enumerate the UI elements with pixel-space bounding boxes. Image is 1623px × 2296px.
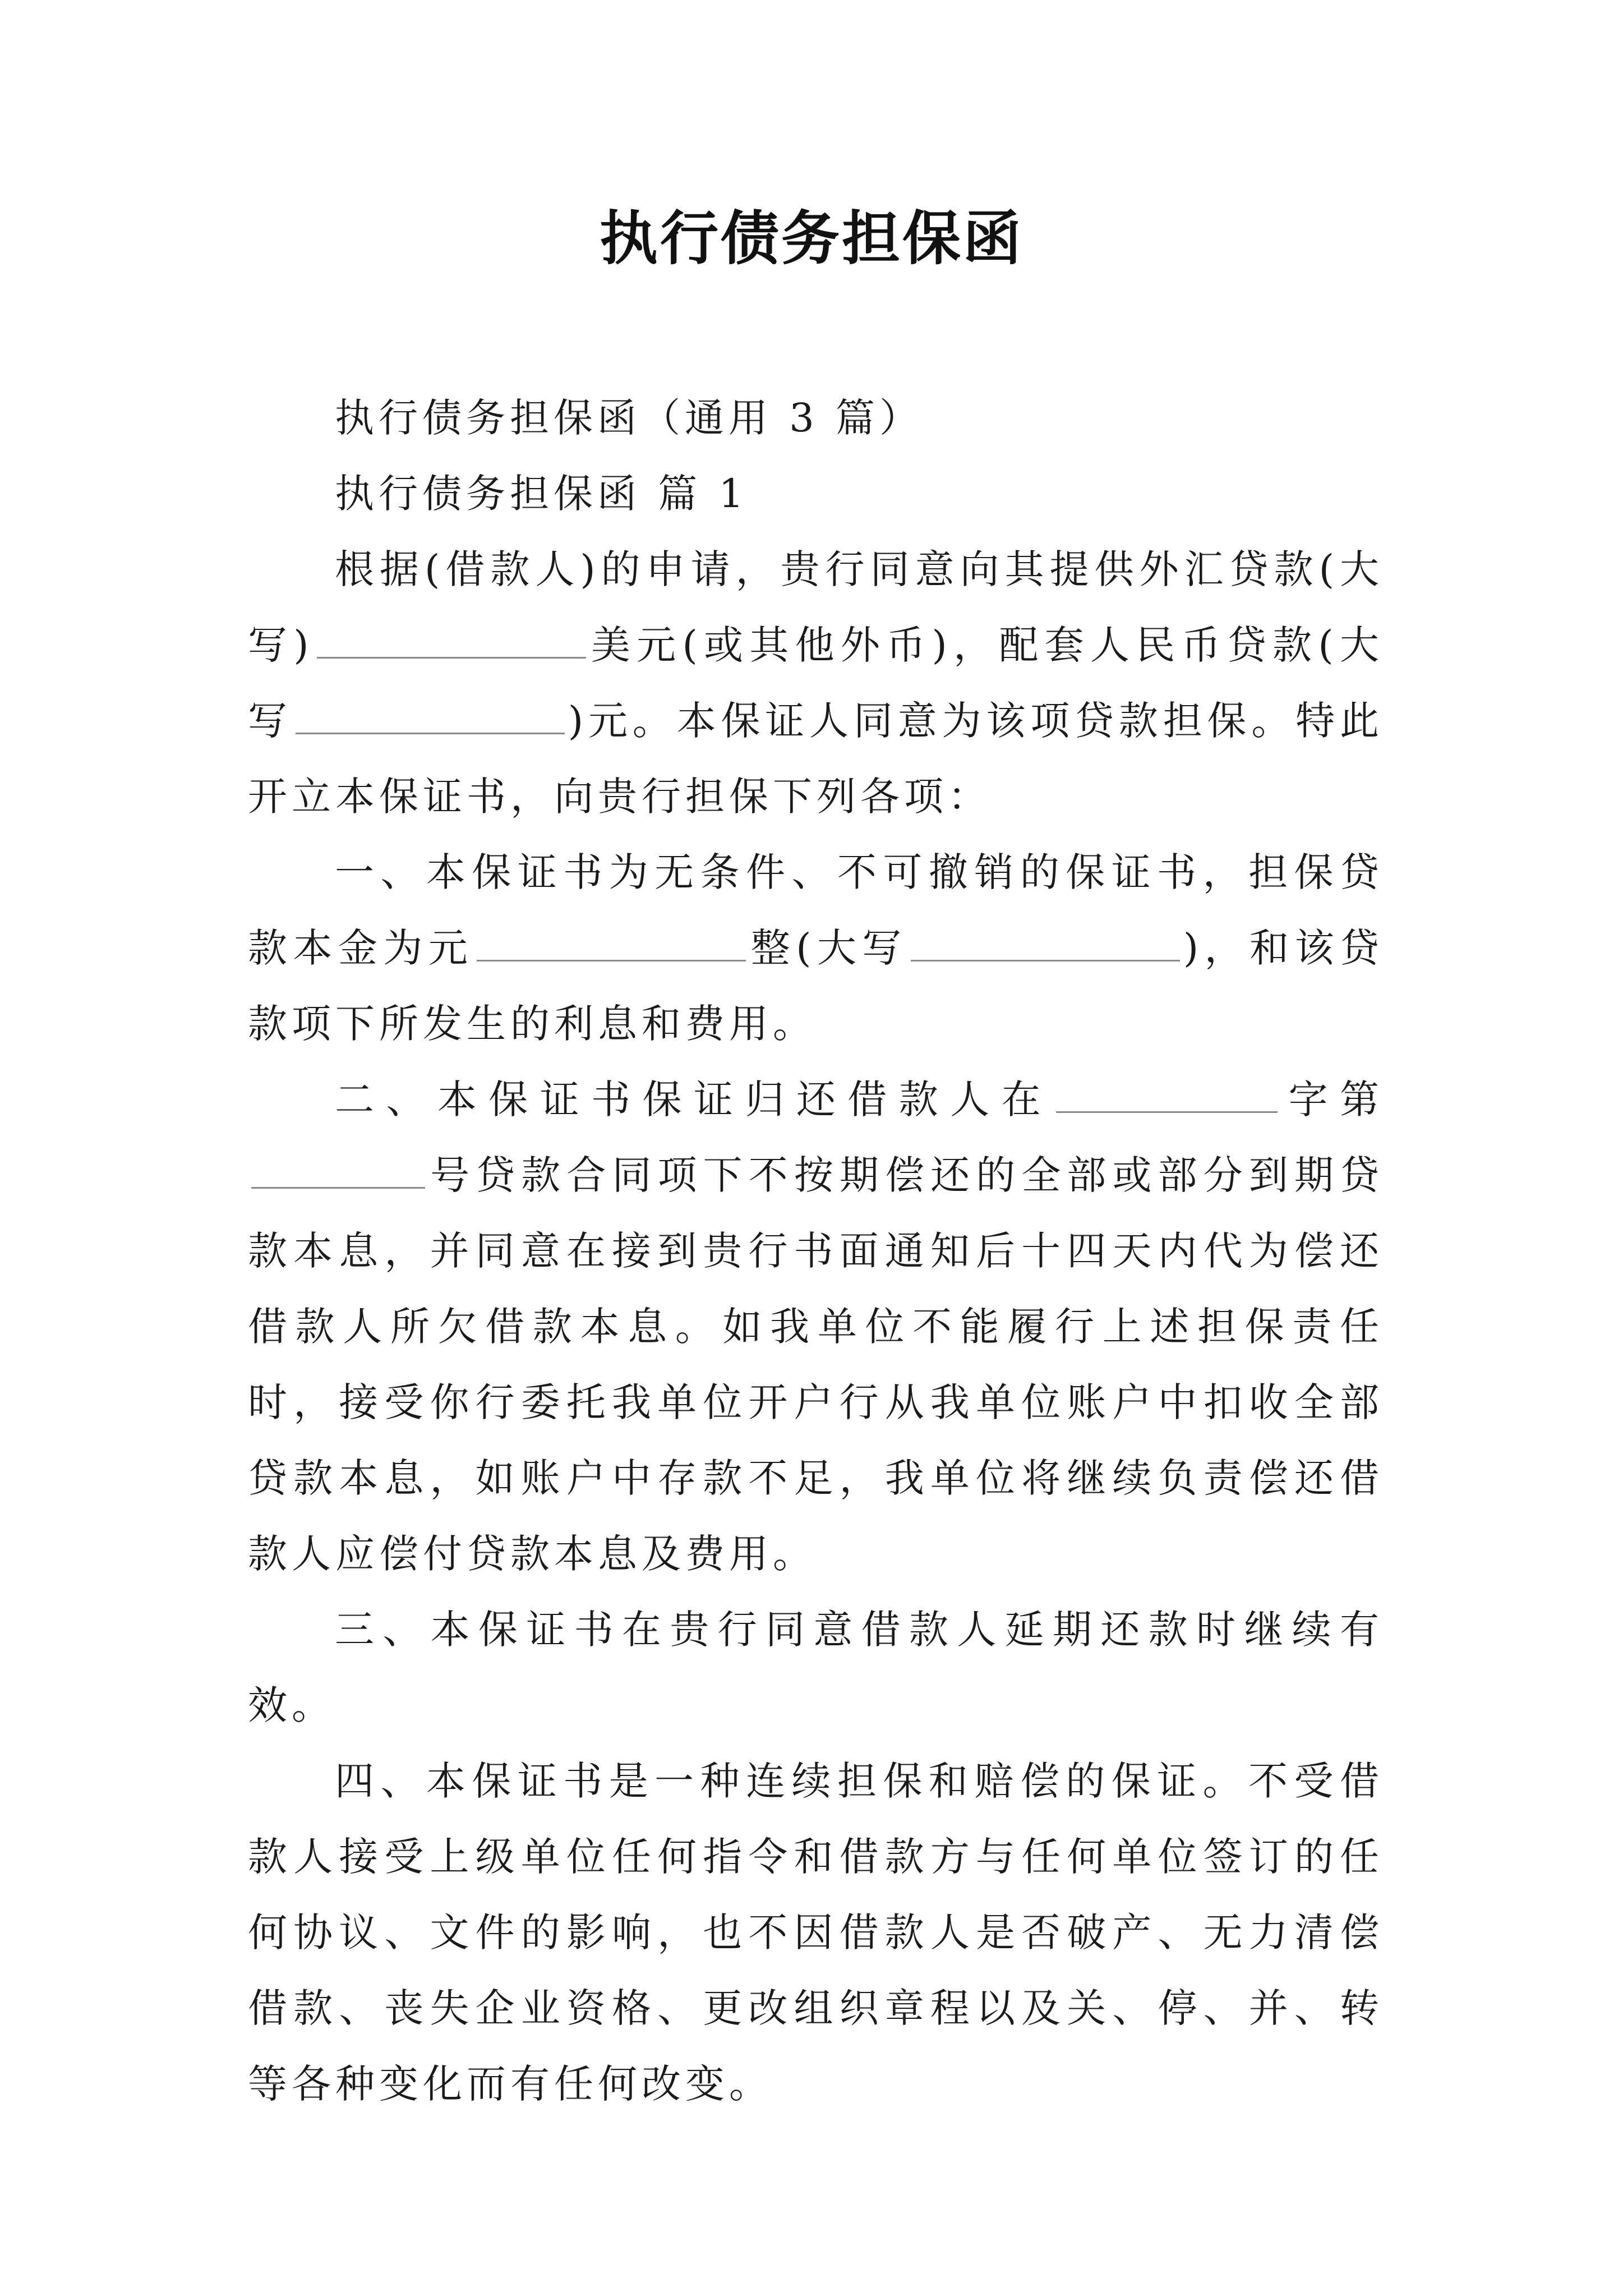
paragraph-clause-4: 四、本保证书是一种连续担保和赔偿的保证。不受借款人接受上级单位任何指令和借款方与任何单位签订的任何协议、文件的影响，也不因借款人是否破产、无力清偿借款、丧失企业资格、更改组织章程以及关、停、并、转等各种变化而有任何改变。	[248, 1758, 1384, 2107]
document-body	[248, 380, 1384, 2122]
clause-2-part-a: 二、本保证书保证归还借款人在	[335, 1076, 1053, 1122]
section-heading: 执行债务担保函 篇 1	[335, 471, 749, 517]
paragraph-intro-part-a: 根据(借款人)的申请，贵行同意向其提供外汇贷款(大写)	[248, 546, 1384, 668]
clause-1-part-b: 整(大写	[749, 925, 907, 971]
paragraph-intro-part-b: 美元(或其他外币)，配套人民币贷款(大写	[248, 622, 1384, 744]
blank-foreign-amount	[317, 623, 586, 659]
paragraph-intro-part-c: )元。本保证人同意为该项贷款担保。特此开立本保证书，向贵行担保下列各项：	[248, 698, 1384, 820]
clause-1-part-c: )，和该贷款项下所发生的利息和费用。	[248, 925, 1384, 1047]
document-title: 执行债务担保函	[599, 204, 1023, 273]
blank-principal-amount	[477, 926, 746, 961]
document-subtitle: 执行债务担保函（通用 3 篇）	[335, 395, 924, 441]
clause-1-part-a: 一、本保证书为无条件、不可撤销的保证书，担保贷款本金为元	[248, 849, 1384, 971]
paragraph-clause-2	[248, 1062, 1384, 1592]
blank-principal-uppercase	[911, 926, 1180, 961]
clause-2-part-c: 号贷款合同项下不按期偿还的全部或部分到期贷款本息，并同意在接到贵行书面通知后十四天内代为偿还借款人所欠借款本息。如我单位不能履行上述担保责任时，接受你行委托我单位开户行从我单位账户中扣收全部贷款本息，如账户中存款不足，我单位将继续负责偿还借款人应偿付贷款本息及费用。	[248, 1152, 1384, 1577]
paragraph-intro	[248, 532, 1384, 835]
blank-contract-prefix	[1056, 1078, 1278, 1113]
paragraph-clause-3: 三、本保证书在贵行同意借款人延期还款时继续有效。	[248, 1607, 1384, 1728]
blank-rmb-amount	[296, 699, 565, 734]
blank-contract-number	[251, 1153, 425, 1189]
clause-2-part-b: 字第	[1281, 1076, 1384, 1122]
paragraph-clause-1	[248, 835, 1384, 1062]
